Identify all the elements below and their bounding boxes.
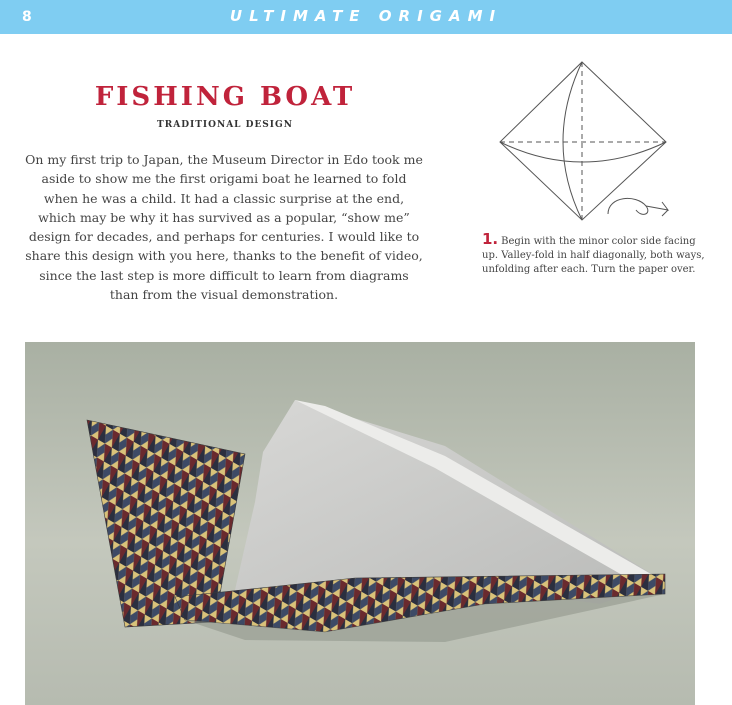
- page-title: FISHING BOAT: [94, 82, 356, 112]
- left-curve-line: [563, 62, 582, 220]
- running-header: [0, 0, 732, 34]
- step-text: Begin with the minor color side facing up. Valley-fold in half diagonally, both ways, unfolding after each. Turn the paper over.: [482, 236, 705, 275]
- page-subtitle: TRADITIONAL DESIGN: [157, 120, 293, 130]
- step-number: 1.: [482, 230, 499, 248]
- page-number: 8: [22, 9, 32, 25]
- boat-photo: [25, 342, 695, 705]
- bottom-curve-line: [500, 142, 666, 162]
- step-1-diagram: [496, 56, 676, 224]
- turn-over-arrow-icon: [608, 198, 668, 216]
- running-title: ULTIMATE ORIGAMI: [229, 7, 503, 25]
- intro-paragraph: On my first trip to Japan, the Museum Director in Edo took me aside to show me the first origami boat he learned to fold when he was a child. It had a classic surprise at the end, which may be why it has survived as a popular, “show me” design for decades, and perhaps for centuries. I would like to share this design with you here, thanks to the benefit of video, since the last step is more difficult to learn from diagrams than from the visual demonstration.: [25, 152, 423, 303]
- step-1-caption: [482, 232, 707, 277]
- paper-square: [500, 62, 666, 220]
